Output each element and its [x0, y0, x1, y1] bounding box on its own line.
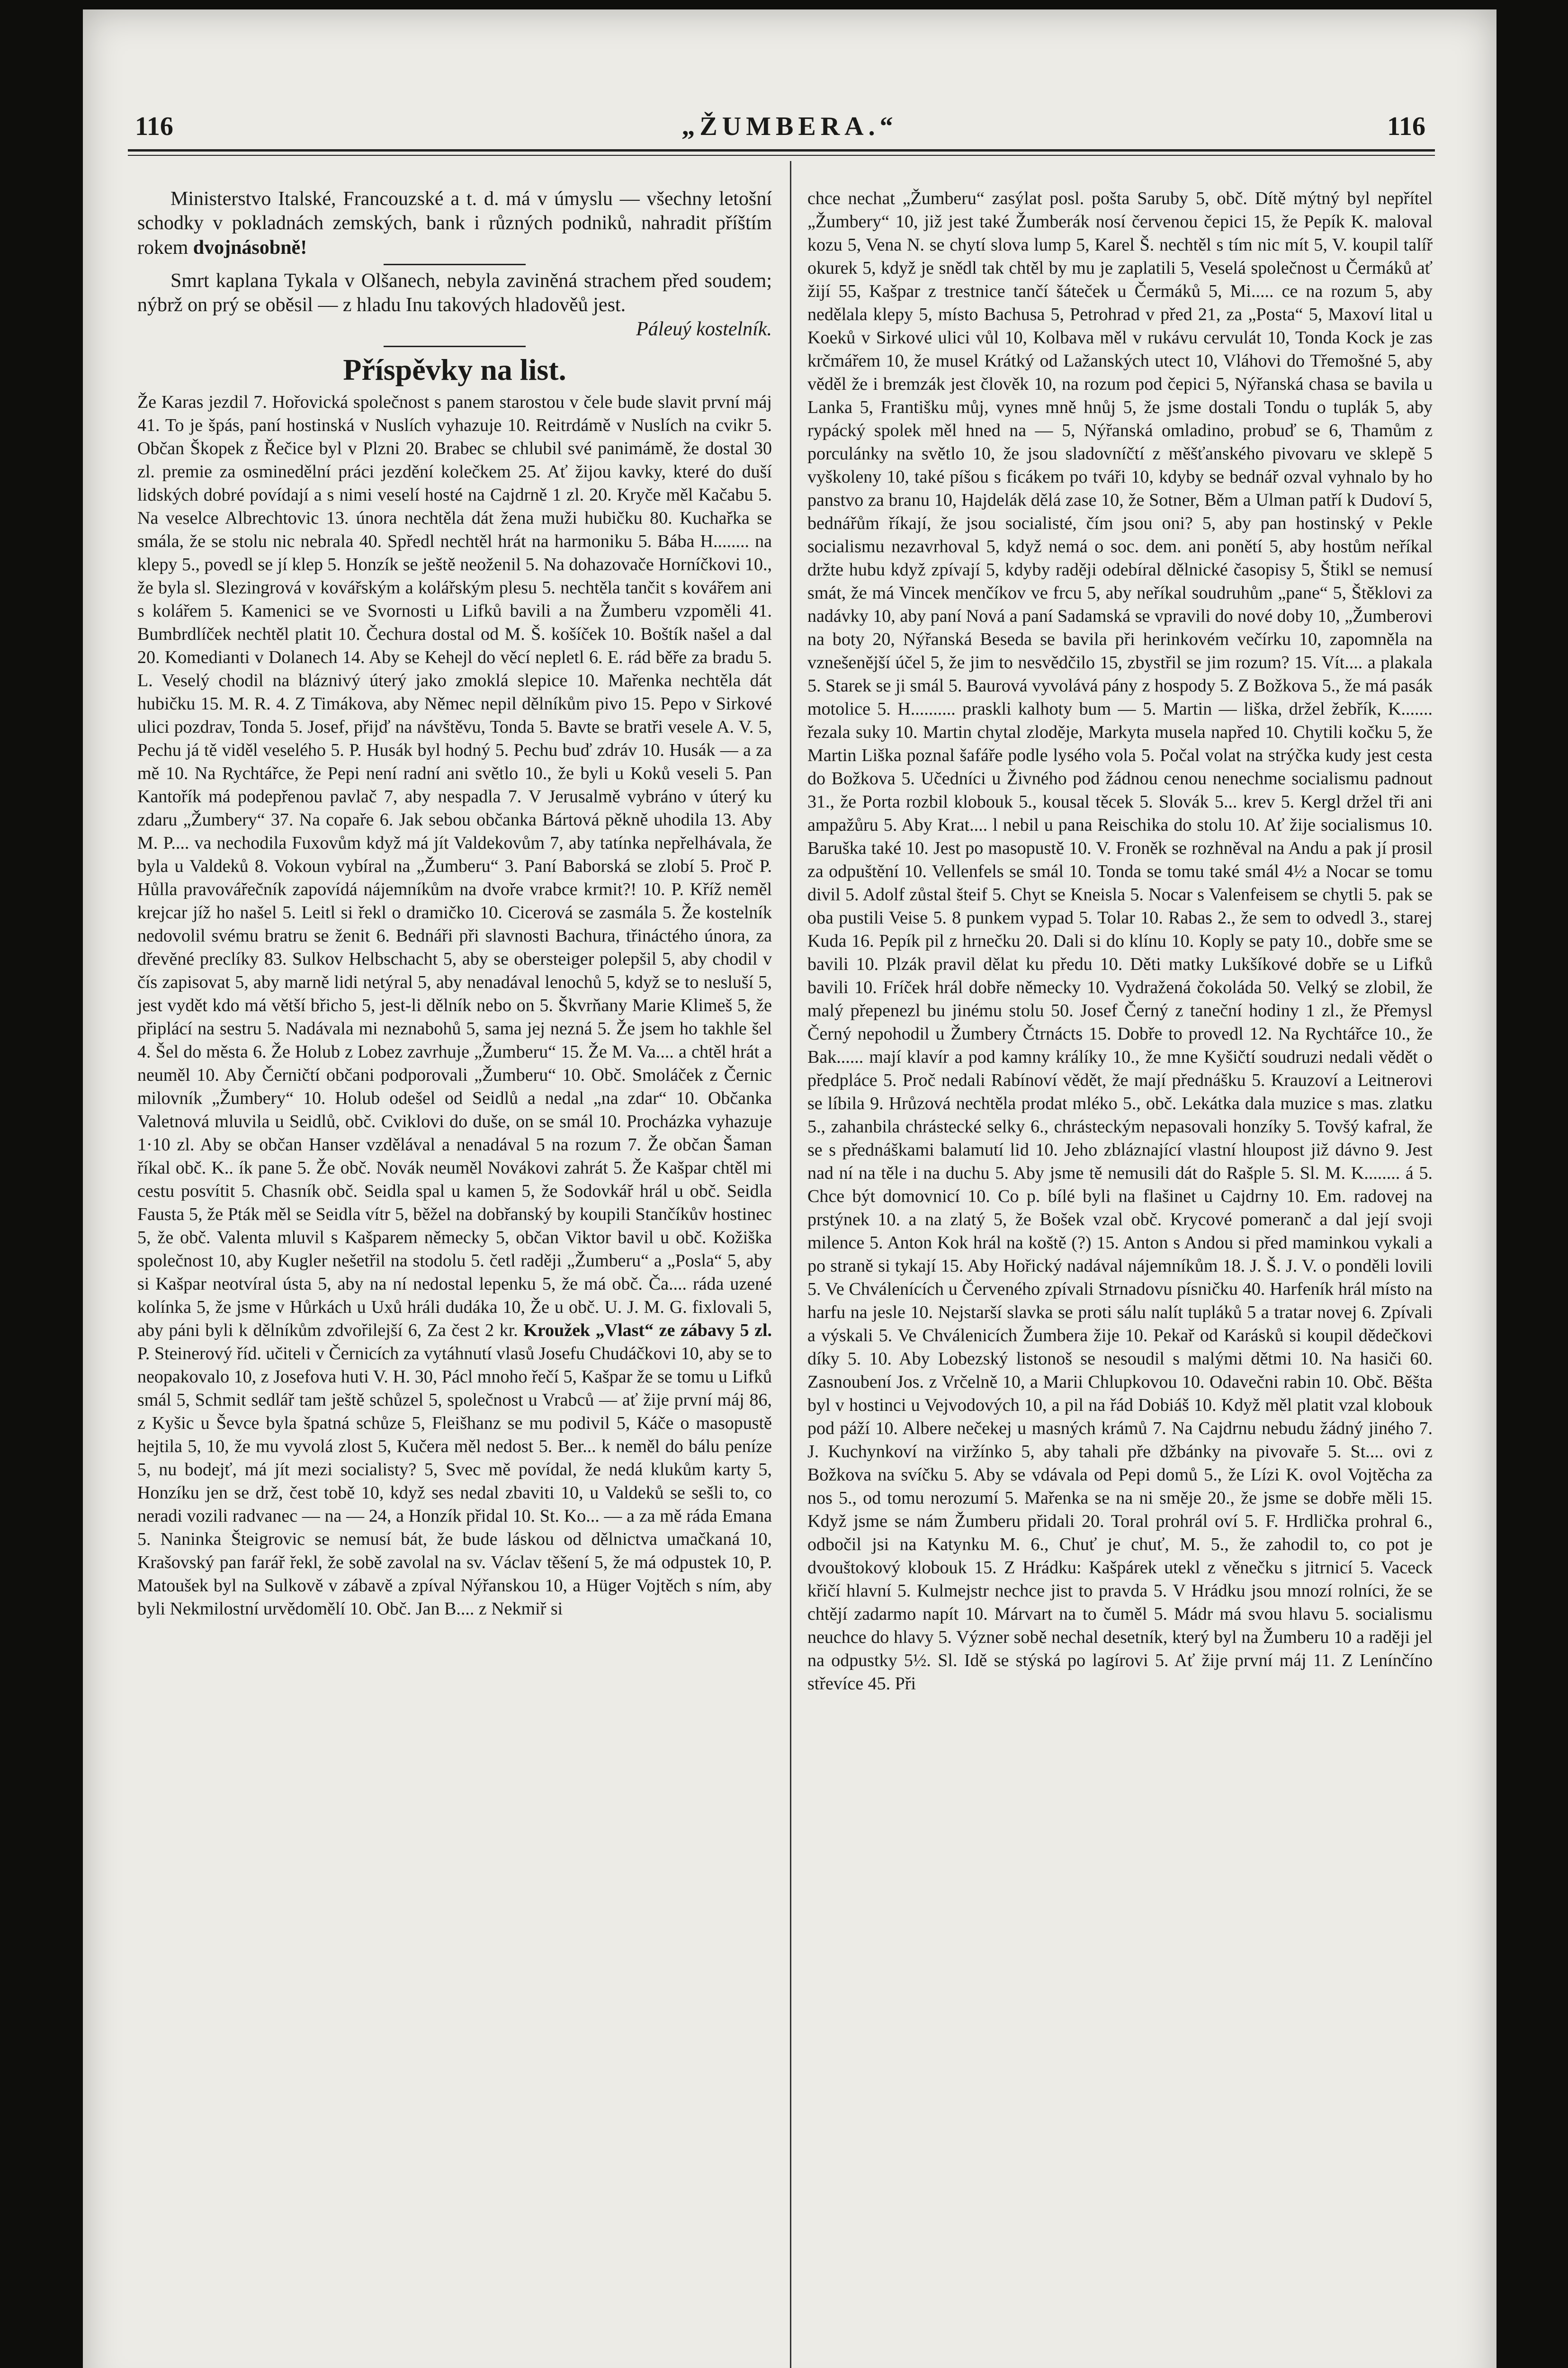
contributions-continued: chce nechat „Žumberu“ zasýlat posl. pošta Saruby 5, obč. Dítě mýtný byl nepřítel „Žumbery“ 10, již jest také Žumberák nosí červenou čepici 15, že Pepík K. maloval kozu 5, Vena N. se chytí slova lump 5, Karel Š. nechtěl s tím nic mít 5, V. koupil talíř okurek 5, když je snědl tak chtěl by mu je zaplatili 5, Veselá společnost u Čermáků ať žijí 55, Kašpar z trestnice tančí šáteček u Čermáků 5, Mi..... ce na rozum 5, aby nedělala klepy 5, místo Bachusa 5, Petrohrad v před 21, za „Posta“ 5, Maxoví lital u Koeků v Sirkové ulici vůl 10, Kolbava měl v rukávu cervulát 10, Tonda Kock je zas krčmářem 10, že musel Krátký od Lažanských utect 10, Vláhovi do Třemošné 5, aby věděl že i bremzák jest člověk 10, na rozum pod čepici 5, Nýřanská chasa se bavila u Lanka 5, Františku můj, vynes mně hnůj 5, že jsme dostali Tondu o tuplák 5, aby rypácký spolek měl hned na — 5, Nýřanská omladino, probuď se 6, Thamům z porculánky na světlo 10, že jsou sladovníčtí z měšťanského pivovaru ve sklepě 5 vyškoleny 10, také píšou s ficákem po tváři 10, kdyby se bednář ozval vyhnalo by ho panstvo za branu 10, Hajdelák dělá zase 10, že Sotner, Běm a Ulman patří k Dudoví 5, bednářům říkají, že jsou socialisté, čím jsou oni? 5, aby pan hostinský v Pekle socialismu nezavrhoval 5, když nemá o soc. dem. ani ponětí 5, aby hostům neříkal držte hubu když zpívají 5, kdyby raději odebíral dělnické časopisy 5, Štikl se nemusí smát, že má Vincek menčíkov ve frcu 5, aby neříkal soudruhům „pane“ 5, Štěklovi za nadávky 10, aby paní Nová a paní Sadamská se vpravili do nové doby 10, „Žumberovi na boty 20, Nýřanská Beseda se bavila při herinkovém večírku 10, zapomněla na vznešenější účel 5, že jim to nesvědčilo 15, zbystřil se jim rozum? 15. Vít.... a plakala 5. Starek se ji smál 5. Baurová vyvolává pány z hospody 5. Z Božkova 5., že má pasák motolice 5. H.......... praskli kalhoty bum — 5. Martin — liška, držel žebřík, K....... řezala suky 10. Martin chytal zloděje, Markyta musela napřed 10. Chytili kočku 5, že Martin Liška poznal šafáře podle lysého vola 5. Počal volat na strýčka kudy jest cesta do Božkova 5. Učedníci u Živného pod žádnou cenou nenechme socialismu padnout 31., že Porta rozbil klobouk 5., kousal těcek 5. Slovák 5... krev 5. Kergl držel tři ani ampažůru 5. Aby Krat.... l nebil u pana Reischika do stolu 10. Ať žije socialismus 10. Baruška také 10. Jest po masopustě 10. V. Froněk se rozhněval na Andu a pak jí prosil za odpuštění 10. Vellenfels se smál 10. Tonda se tomu také smál 4½ a Nocar se tomu divil 5. Adolf zůstal šteif 5. Chyt se Kneisla 5. Nocar s Valenfeisem se chytli 5. pak se oba pustili Veise 5. 8 punkem vypad 5. Tolar 10. Rabas 2., že sem to odvedl 3., starej Kuda 16. Pepík pil z hrnečku 20. Dali si do klínu 10. Koply se paty 10., dobře sme se bavili 10. Plzák pravil dělat ku předu 10. Děti matky Lukšíkové dobře se u Lifků bavili 10. Fríček hrál dobře německy 10. Vydražená čokoláda 50. Velký se zlobil, že malý přepenezl bu jinému stolu 50. Josef Černý z taneční hodiny 1 zl., že Přemysl Černý nepohodil u Žumbery Čtrnácts 15. Dobře to provedl 12. Na Rychtářce 10., že Bak...... mají klavír a pod kamny králíky 10., že mne Kyšičtí soudruzi nedali vědět o předpláce 5. Proč nedali Rabínoví vědět, že mají přednášku 5. Krauzoví a Leitnerovi se líbila 9. Hrůzová nechtěla prodat mléko 5., obč. Lekátka dala muzice s mas. zlatku 5., zahanbila chrástecké selky 6., chrásteckým nepasovali honzíky 5. Tovšý kafral, že se s přednáškami balamutí lid 10. Jeho zbláznající vlastní hloupost již dávno 9. Jest nad ní na těle i na duchu 5. Aby jsme tě nemusili dát do Rašple 5. Sl. M. K........ á 5. Chce být domovnicí 10. Co p. bílé byli na flašinet u Cajdrny 10. Em. radovej na prstýnek 10. a na zlatý 5, že Bošek vzal obč. Krycové pomeranč a dal její svoji milence 5. Anton Kok hrál na koště (?) 15. Anton s Andou si před maminkou vykali a po straně si tykají 15. Aby Hořický nadával nájemníkům 18. J. Š. J. V. o ponděli lovili 5. Ve Chválenících u Červeného zpívali Strnadovu písničku 40. Harfeník hrál místo na harfu na jesle 10. Nejstarší slavka se proti sálu nalít tupláků 5 a tratar novej 6. Zpívali a výskali 5. Ve Chválenicích Žumbera žije 10. Pekař od Karásků si koupil dědečkovi díky 5. 10. Aby Lobezský listonoš se nesoudil s malými dětmi 10. Na hasiči 60. Zasnoubení Jos. z Vrčelně 10, a Marii Chlupkovou 10. Odavečni rabin 10. Obč. Běšta byl v hostinci u Vejvodových 10, a pil na řád Dobiáš 10. Když měl platit vzal klobouk pod páží 10. Albere nečekej u masných krámů 7. Na Cajdrnu nebudu žádný jiného 7. J. Kuchynkoví na viržínko 5, aby tahali pře džbánky na pivovaře 5. St.... ovi z Božkova na svíčku 5. Aby se vdávala od Pepi domů 5., že Lízi K. ovol Vojtěcha za nos 5., od tomu nerozumí 5. Mařenka se na ni směje 20., že jsme se dobře měli 15. Když jsme se nám Žumberu přidali 20. Toral prohrál oví 5. F. Hrdlička prohral 6., odbočil jsi na Katynku M. 6., Chuť je chuť, M. 5., že zahodil to, co pot je dvouštokový klobouk 15. Z Hrádku: Kašpárek utekl z věnečku s jitrnicí 5. Vaceck křičí hlavní 5. Kulmejstr nechce jist to pravda 5. V Hrádku jsou mnozí rolníci, že se chtějí zadarmo napít 10. Márvart na to čuměl 5. Mádr má svou hlavu 5. socialismu neuchce do hlavy 5. Význer sobě nechal desetník, který byl na Žumberu 10 a raději jel na odpustky 5½. Sl. Idě se stýská po lagírovi 5. Ať žije první máj 11. Z Lenínčíno střevíce 45. Při: [807, 188, 1433, 1694]
page-header: [83, 111, 1496, 159]
contributions-text-cont: P. Steinerový říd. učiteli v Černicích za vytáhnutí vlasů Josefu Chudáčkovi 10, aby se to neopakovalo 10, z Josefova huti V. H. 30, Pácl mnoho řečí 5, Kašpar že se tomu u Lifků smál 5, Schmit sedlář tam ještě schůzel 5, společnost u Vrabců — ať žije první máj 86, z Kyšic u Ševce byla špatná schůze 5, Fleišhanz se mu podivil 5, Káče o masopustě hejtila 5, 10, že mu vyvolá zlost 5, Kučera měl nedost 5. Ber... k neměl do bálu peníze 5, nu bodejť, má jít mezi socialisty? 5, Svec mě povídal, že nedá klukům karty 5, Honzíku jen se drž, čest tobě 10, když ses nedal zbaviti 10, u Valdeků se sešli to, co neradi vozili radvanec — na — 24, a Honzík přidal 10. St. Ko... — a za mě ráda Emana 5. Naninka Šteigrovic se nemusí bát, že bude láskou od dělnictva umačkaná 10, Krašovský pan farář řekl, že sobě zavolal na sv. Václav těšení 5, že má odpustek 10, P. Matoušek byl na Sulkově v zábavě a zpíval Nýřanskou 10, a Hüger Vojtěch s ním, aby byli Nekmilostní urvědomělí 10. Obč. Jan B.... z Nekmiř si: [137, 1343, 772, 1619]
notice-ministry-text: Ministerstvo Italské, Francouzské a t. d. má v úmyslu — všechny letošní schodky v pokladnách zemských, bank i různých podniků, nahradit příštím rokem: [137, 188, 772, 259]
left-column: [137, 187, 772, 1621]
contributions-text: Že Karas jezdil 7. Hořovická společnost s panem starostou v čele bude slavit první máj 41. To je špás, paní hostinská v Nuslích vyhazuje 10. Reitrdámě v Nuslích na cvikr 5. Občan Škopek z Řečice byl v Plzni 20. Brabec se chlubil své panimámě, že dostal 30 zl. premie za osminedělní práci jezdění kolečkem 25. Ať žijou kavky, které do duší lidských dobré povídají a s nimi veselí hosté na Cajdrně 1 zl. 20. Kryče měl Kačabu 5. Na veselce Albrechtovic 13. února nechtěla dát žena muži hubičku 80. Kuchařka se smála, že se stolu nic nebrala 40. Spředl nechtěl hrát na harmoniku 5. Bába H........ na klepy 5., povedl se jí klep 5. Honzík se ještě neoženil 5. Na dohazovače Horníčkovi 10., že byla sl. Slezingrová v kovářským a kolářským plesu 5. nechtěla tančit s kovářem ani s kolářem 5. Kamenici se ve Svornosti u Lifků bavili a na Žumberu vzpoměli 41. Bumbrdlíček nechtěl platit 10. Čechura dostal od M. Š. košíček 10. Boštík našel a dal 20. Komedianti v Dolanech 14. Aby se Kehejl do věcí nepletl 6. E. rád běře za bradu 5. L. Veselý chodil na bláznivý úterý jako zmoklá slepice 10. Mařenka nechtěla dát hubičku 15. M. R. 4. Z Timákova, aby Němec nepil dělníkům pivo 15. Pepo v Sirkové ulici pozdrav, Tonda 5. Josef, přijď na návštěvu, Tonda 5. Bavte se bratři vesele A. V. 5, Pechu já tě viděl veselého 5. P. Husák byl hodný 5. Pechu buď zdráv 10. Husák — a za mě 10. Na Rychtářce, že Pepi není radní ani světlo 10., že byli u Koků veseli 5. Pan Kantořík má podepřenou pavlač 7, aby nespadla 7. V Jerusalmě vybráno v úterý ku zdaru „Žumbery“ 37. Na copaře 6. Jak sebou občanka Bártová pěkně uhodila 13. Aby M. P.... va nechodila Fuxovům když má jít Valdekovům 7, aby tatínka nepřelhávala, že byla u Valdeků 8. Vokoun vybíral na „Žumberu“ 3. Paní Baborská se zlobí 5. Proč P. Hůlla pravovářečník zapovídá nájemníkům na dvoře vrabce krmit?! 10. P. Kříž neměl krejcar jíž ho našel 5. Leitl si řekl o dramičko 10. Cicerová se zasmála 5. Že kostelník nedovolil svému bratru se ženit 6. Bednáři při slavnosti Bachura, třináctého února, za dřevěné preclíky 83. Sulkov Helbschacht 5, aby se obersteiger polepšil 5, aby chodil v čís zapisovat 5, aby marně lidi netýral 5, aby nenadával lenochů 5, když se to nesluší 5, jest vydět kdo má větší břicho 5, jest-li dělník nebo on 5. Škvrňany Marie Klimeš 5, že připlácí na sestru 5. Nadávala mi neznabohů 5, sama jej nezná 5. Že jsem ho takhle šel 4. Šel do města 6. Že Holub z Lobez zavrhuje „Žumberu“ 15. Že M. Va.... a chtěl hrát a neuměl 10. Aby Černičtí občani podporovali „Žumberu“ 10. Obč. Smoláček z Černic milovník „Žumbery“ 10. Holub odešel od Seidlů a nedal „na zdar“ 10. Občanka Valetnová mluvila u Seidlů, obč. Cviklovi do duše, on se smál 10. Procházka vyhazuje 1·10 zl. Aby se občan Hanser vzdělával a nenadával 5 na rozum 7. Že občan Šaman říkal obč. K.. ík pane 5. Že obč. Novák neuměl Novákovi zahrát 5. Že Kašpar chtěl mi cestu posvítit 5. Chasník obč. Seidla spal u kamen 5, že Sodovkář hrál u obč. Seidla Fausta 5, že Pták měl se Seidla vítr 5, běžel na dobřanský by koupili Stančíkův hostinec 5, že obč. Valenta mluvil s Kašparem německy 5, občan Viktor bavil u obč. Kožiška společnost 10, aby Kugler nešetřil na stodolu 5. četl raději „Žumberu“ a „Posla“ 5, aby si Kašpar neotvíral ústa 5, aby na ní nedostal lepenku 5, že má obč. Ča.... ráda uzené kolínka 5, že jsme v Hůrkách u Uxů hráli dudáka 10, Že u obč. U. J. M. G. fixlovali 5, aby páni byli k dělníkům zdvořilejší 6, Za čest 2 kr.: [137, 392, 772, 1340]
header-rule: [128, 149, 1435, 152]
notice-chaplain-text: Smrt kaplana Tykala v Olšanech, nebyla zaviněná strachem před soudem; nýbrž on prý se oběsil — z hladu Inu takových hladověů jest.: [137, 269, 772, 316]
notice-ministry: [137, 187, 772, 260]
divider: [384, 346, 526, 347]
notice-chaplain: [137, 269, 772, 318]
header-rule-thin: [128, 155, 1435, 156]
divider: [384, 264, 526, 265]
notice-signature: Páleuý kostelník.: [636, 318, 772, 341]
notice-ministry-emphasis: dvojnásobně!: [193, 236, 307, 259]
column-divider: [790, 161, 791, 2368]
newspaper-page: [83, 9, 1496, 2368]
page-number-left: 116: [135, 112, 173, 141]
masthead-title: „ŽUMBERA.“: [681, 112, 898, 141]
contributions-paragraph: [137, 391, 772, 1621]
right-column: [807, 187, 1433, 1695]
page-number-right: 116: [1387, 112, 1425, 141]
contributions-bold: Kroužek „Vlast“ ze zábavy 5 zl.: [523, 1320, 772, 1340]
section-title: Příspěvky na list.: [343, 352, 566, 386]
